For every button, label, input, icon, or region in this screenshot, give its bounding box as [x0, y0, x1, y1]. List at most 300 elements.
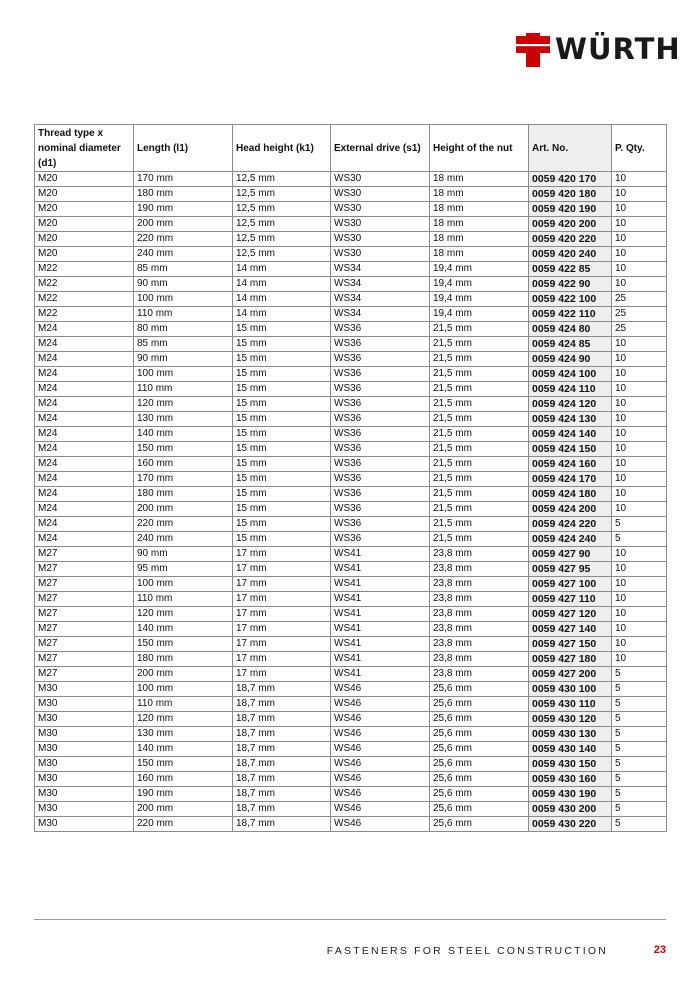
cell-nut-height: 18 mm — [430, 187, 529, 202]
table-row — [35, 622, 667, 637]
cell-pqty: 10 — [612, 337, 667, 352]
cell-nut-height: 23,8 mm — [430, 562, 529, 577]
table-row — [35, 427, 667, 442]
cell-art-no: 0059 427 95 — [529, 562, 612, 577]
cell-head-height: 12,5 mm — [233, 187, 331, 202]
cell-head-height: 12,5 mm — [233, 172, 331, 187]
table-row — [35, 637, 667, 652]
cell-external-drive: WS46 — [331, 712, 430, 727]
cell-head-height: 12,5 mm — [233, 247, 331, 262]
cell-art-no: 0059 424 170 — [529, 472, 612, 487]
table-row — [35, 292, 667, 307]
table-header-row — [35, 125, 667, 172]
cell-nut-height: 19,4 mm — [430, 292, 529, 307]
cell-head-height: 18,7 mm — [233, 727, 331, 742]
cell-head-height: 15 mm — [233, 502, 331, 517]
header-head-height: Head height (k1) — [233, 125, 331, 172]
cell-length: 100 mm — [134, 292, 233, 307]
table-row — [35, 187, 667, 202]
cell-external-drive: WS36 — [331, 442, 430, 457]
cell-external-drive: WS36 — [331, 472, 430, 487]
cell-art-no: 0059 424 130 — [529, 412, 612, 427]
cell-nut-height: 23,8 mm — [430, 667, 529, 682]
table-row — [35, 727, 667, 742]
table-row — [35, 262, 667, 277]
cell-thread: M20 — [35, 217, 134, 232]
cell-external-drive: WS46 — [331, 817, 430, 832]
cell-thread: M24 — [35, 487, 134, 502]
table-row — [35, 202, 667, 217]
cell-head-height: 15 mm — [233, 352, 331, 367]
cell-art-no: 0059 424 140 — [529, 427, 612, 442]
cell-thread: M24 — [35, 352, 134, 367]
table-row — [35, 802, 667, 817]
cell-external-drive: WS30 — [331, 217, 430, 232]
cell-nut-height: 21,5 mm — [430, 382, 529, 397]
cell-nut-height: 21,5 mm — [430, 442, 529, 457]
cell-pqty: 10 — [612, 457, 667, 472]
cell-thread: M30 — [35, 682, 134, 697]
cell-head-height: 15 mm — [233, 382, 331, 397]
table-row — [35, 382, 667, 397]
cell-length: 220 mm — [134, 517, 233, 532]
table-row — [35, 487, 667, 502]
cell-pqty: 10 — [612, 367, 667, 382]
cell-head-height: 17 mm — [233, 577, 331, 592]
cell-head-height: 18,7 mm — [233, 682, 331, 697]
cell-length: 110 mm — [134, 697, 233, 712]
cell-length: 140 mm — [134, 622, 233, 637]
cell-nut-height: 21,5 mm — [430, 487, 529, 502]
cell-pqty: 10 — [612, 487, 667, 502]
cell-external-drive: WS36 — [331, 517, 430, 532]
cell-head-height: 17 mm — [233, 637, 331, 652]
cell-head-height: 14 mm — [233, 307, 331, 322]
table-row — [35, 742, 667, 757]
cell-thread: M27 — [35, 577, 134, 592]
cell-art-no: 0059 427 200 — [529, 667, 612, 682]
cell-length: 200 mm — [134, 502, 233, 517]
cell-head-height: 17 mm — [233, 547, 331, 562]
cell-length: 110 mm — [134, 307, 233, 322]
cell-thread: M24 — [35, 442, 134, 457]
brand-name: WÜRTH — [555, 32, 681, 66]
cell-art-no: 0059 430 190 — [529, 787, 612, 802]
cell-pqty: 10 — [612, 277, 667, 292]
cell-thread: M24 — [35, 337, 134, 352]
cell-thread: M24 — [35, 367, 134, 382]
cell-length: 150 mm — [134, 637, 233, 652]
cell-pqty: 10 — [612, 547, 667, 562]
cell-nut-height: 21,5 mm — [430, 457, 529, 472]
cell-pqty: 10 — [612, 607, 667, 622]
cell-pqty: 5 — [612, 802, 667, 817]
cell-external-drive: WS36 — [331, 532, 430, 547]
cell-thread: M30 — [35, 772, 134, 787]
cell-pqty: 5 — [612, 667, 667, 682]
cell-external-drive: WS46 — [331, 727, 430, 742]
cell-head-height: 15 mm — [233, 472, 331, 487]
cell-external-drive: WS41 — [331, 622, 430, 637]
cell-thread: M20 — [35, 187, 134, 202]
cell-head-height: 18,7 mm — [233, 757, 331, 772]
cell-thread: M22 — [35, 292, 134, 307]
cell-art-no: 0059 424 180 — [529, 487, 612, 502]
cell-art-no: 0059 420 200 — [529, 217, 612, 232]
product-spec-table — [34, 124, 667, 832]
cell-pqty: 10 — [612, 652, 667, 667]
cell-nut-height: 18 mm — [430, 172, 529, 187]
cell-external-drive: WS46 — [331, 742, 430, 757]
cell-external-drive: WS30 — [331, 202, 430, 217]
cell-pqty: 5 — [612, 787, 667, 802]
cell-thread: M27 — [35, 652, 134, 667]
cell-art-no: 0059 430 110 — [529, 697, 612, 712]
cell-nut-height: 25,6 mm — [430, 712, 529, 727]
cell-length: 140 mm — [134, 427, 233, 442]
cell-nut-height: 18 mm — [430, 247, 529, 262]
table-row — [35, 772, 667, 787]
cell-pqty: 10 — [612, 562, 667, 577]
cell-head-height: 14 mm — [233, 292, 331, 307]
table-row — [35, 517, 667, 532]
cell-length: 90 mm — [134, 277, 233, 292]
table-row — [35, 667, 667, 682]
cell-length: 110 mm — [134, 592, 233, 607]
footer-divider — [34, 919, 666, 920]
cell-external-drive: WS41 — [331, 652, 430, 667]
cell-length: 90 mm — [134, 547, 233, 562]
cell-art-no: 0059 430 220 — [529, 817, 612, 832]
cell-external-drive: WS41 — [331, 667, 430, 682]
cell-art-no: 0059 427 120 — [529, 607, 612, 622]
cell-nut-height: 23,8 mm — [430, 652, 529, 667]
cell-pqty: 5 — [612, 697, 667, 712]
cell-art-no: 0059 430 160 — [529, 772, 612, 787]
cell-pqty: 25 — [612, 322, 667, 337]
cell-head-height: 14 mm — [233, 277, 331, 292]
cell-length: 85 mm — [134, 337, 233, 352]
cell-nut-height: 25,6 mm — [430, 742, 529, 757]
cell-head-height: 18,7 mm — [233, 772, 331, 787]
cell-nut-height: 21,5 mm — [430, 322, 529, 337]
cell-thread: M24 — [35, 412, 134, 427]
cell-thread: M24 — [35, 502, 134, 517]
cell-art-no: 0059 424 120 — [529, 397, 612, 412]
cell-pqty: 10 — [612, 232, 667, 247]
cell-nut-height: 21,5 mm — [430, 367, 529, 382]
cell-pqty: 10 — [612, 502, 667, 517]
cell-nut-height: 21,5 mm — [430, 412, 529, 427]
cell-external-drive: WS30 — [331, 172, 430, 187]
cell-art-no: 0059 430 100 — [529, 682, 612, 697]
cell-nut-height: 23,8 mm — [430, 622, 529, 637]
table-row — [35, 682, 667, 697]
cell-thread: M20 — [35, 172, 134, 187]
cell-head-height: 17 mm — [233, 562, 331, 577]
cell-pqty: 10 — [612, 397, 667, 412]
cell-thread: M24 — [35, 322, 134, 337]
cell-pqty: 10 — [612, 412, 667, 427]
table-row — [35, 457, 667, 472]
cell-art-no: 0059 420 170 — [529, 172, 612, 187]
cell-thread: M24 — [35, 397, 134, 412]
cell-external-drive: WS41 — [331, 637, 430, 652]
cell-thread: M24 — [35, 517, 134, 532]
cell-external-drive: WS41 — [331, 577, 430, 592]
cell-external-drive: WS36 — [331, 487, 430, 502]
cell-nut-height: 19,4 mm — [430, 307, 529, 322]
brand-logo — [516, 32, 681, 67]
cell-pqty: 10 — [612, 622, 667, 637]
cell-external-drive: WS36 — [331, 457, 430, 472]
cell-length: 120 mm — [134, 712, 233, 727]
cell-head-height: 12,5 mm — [233, 202, 331, 217]
table-row — [35, 592, 667, 607]
table-row — [35, 502, 667, 517]
cell-art-no: 0059 420 220 — [529, 232, 612, 247]
cell-external-drive: WS34 — [331, 277, 430, 292]
cell-art-no: 0059 424 220 — [529, 517, 612, 532]
cell-external-drive: WS41 — [331, 547, 430, 562]
cell-thread: M27 — [35, 592, 134, 607]
cell-head-height: 14 mm — [233, 262, 331, 277]
cell-thread: M30 — [35, 757, 134, 772]
cell-nut-height: 18 mm — [430, 202, 529, 217]
cell-head-height: 17 mm — [233, 622, 331, 637]
header-thread: Thread type x nominal diameter (d1) — [35, 125, 134, 172]
cell-head-height: 18,7 mm — [233, 697, 331, 712]
cell-head-height: 18,7 mm — [233, 787, 331, 802]
page-number: 23 — [653, 944, 666, 956]
table-row — [35, 607, 667, 622]
cell-external-drive: WS34 — [331, 292, 430, 307]
cell-pqty: 10 — [612, 382, 667, 397]
cell-thread: M27 — [35, 622, 134, 637]
cell-thread: M22 — [35, 307, 134, 322]
cell-length: 100 mm — [134, 682, 233, 697]
cell-length: 200 mm — [134, 217, 233, 232]
cell-external-drive: WS36 — [331, 382, 430, 397]
cell-art-no: 0059 427 90 — [529, 547, 612, 562]
cell-pqty: 25 — [612, 307, 667, 322]
cell-nut-height: 21,5 mm — [430, 502, 529, 517]
table-row — [35, 397, 667, 412]
cell-nut-height: 25,6 mm — [430, 772, 529, 787]
cell-thread: M24 — [35, 457, 134, 472]
cell-nut-height: 23,8 mm — [430, 577, 529, 592]
table-row — [35, 172, 667, 187]
cell-art-no: 0059 424 110 — [529, 382, 612, 397]
cell-pqty: 5 — [612, 727, 667, 742]
cell-length: 200 mm — [134, 802, 233, 817]
cell-length: 120 mm — [134, 397, 233, 412]
cell-art-no: 0059 430 150 — [529, 757, 612, 772]
cell-pqty: 5 — [612, 532, 667, 547]
cell-length: 130 mm — [134, 412, 233, 427]
cell-head-height: 15 mm — [233, 367, 331, 382]
cell-external-drive: WS46 — [331, 697, 430, 712]
cell-length: 220 mm — [134, 232, 233, 247]
cell-length: 130 mm — [134, 727, 233, 742]
header-pqty: P. Qty. — [612, 125, 667, 172]
cell-pqty: 10 — [612, 592, 667, 607]
cell-thread: M20 — [35, 247, 134, 262]
cell-thread: M30 — [35, 802, 134, 817]
table-row — [35, 337, 667, 352]
cell-length: 240 mm — [134, 247, 233, 262]
cell-art-no: 0059 424 100 — [529, 367, 612, 382]
cell-length: 80 mm — [134, 322, 233, 337]
cell-thread: M20 — [35, 202, 134, 217]
cell-art-no: 0059 422 110 — [529, 307, 612, 322]
cell-external-drive: WS46 — [331, 787, 430, 802]
table-row — [35, 352, 667, 367]
cell-art-no: 0059 427 110 — [529, 592, 612, 607]
cell-length: 160 mm — [134, 457, 233, 472]
cell-thread: M30 — [35, 712, 134, 727]
footer-section-title: FASTENERS FOR STEEL CONSTRUCTION — [326, 945, 608, 957]
cell-art-no: 0059 422 90 — [529, 277, 612, 292]
table-row — [35, 247, 667, 262]
cell-pqty: 5 — [612, 517, 667, 532]
cell-head-height: 17 mm — [233, 667, 331, 682]
cell-pqty: 10 — [612, 262, 667, 277]
cell-nut-height: 25,6 mm — [430, 787, 529, 802]
cell-thread: M30 — [35, 817, 134, 832]
cell-art-no: 0059 420 190 — [529, 202, 612, 217]
table-row — [35, 472, 667, 487]
cell-pqty: 10 — [612, 637, 667, 652]
cell-art-no: 0059 424 240 — [529, 532, 612, 547]
cell-external-drive: WS34 — [331, 307, 430, 322]
cell-thread: M30 — [35, 742, 134, 757]
cell-head-height: 12,5 mm — [233, 217, 331, 232]
table-row — [35, 757, 667, 772]
cell-head-height: 15 mm — [233, 427, 331, 442]
cell-nut-height: 21,5 mm — [430, 352, 529, 367]
cell-external-drive: WS36 — [331, 427, 430, 442]
cell-art-no: 0059 430 140 — [529, 742, 612, 757]
cell-thread: M24 — [35, 472, 134, 487]
cell-pqty: 5 — [612, 712, 667, 727]
cell-thread: M27 — [35, 667, 134, 682]
cell-nut-height: 19,4 mm — [430, 277, 529, 292]
cell-external-drive: WS30 — [331, 247, 430, 262]
cell-head-height: 17 mm — [233, 607, 331, 622]
cell-external-drive: WS41 — [331, 607, 430, 622]
cell-external-drive: WS36 — [331, 412, 430, 427]
cell-head-height: 18,7 mm — [233, 712, 331, 727]
cell-length: 100 mm — [134, 367, 233, 382]
cell-thread: M27 — [35, 607, 134, 622]
cell-pqty: 5 — [612, 757, 667, 772]
table-row — [35, 532, 667, 547]
cell-external-drive: WS36 — [331, 352, 430, 367]
cell-head-height: 15 mm — [233, 517, 331, 532]
table-row — [35, 787, 667, 802]
cell-length: 170 mm — [134, 472, 233, 487]
cell-pqty: 10 — [612, 202, 667, 217]
cell-art-no: 0059 424 85 — [529, 337, 612, 352]
cell-pqty: 10 — [612, 247, 667, 262]
cell-art-no: 0059 420 180 — [529, 187, 612, 202]
cell-external-drive: WS46 — [331, 757, 430, 772]
cell-head-height: 15 mm — [233, 442, 331, 457]
cell-length: 120 mm — [134, 607, 233, 622]
cell-head-height: 15 mm — [233, 412, 331, 427]
cell-external-drive: WS46 — [331, 802, 430, 817]
header-external-drive: External drive (s1) — [331, 125, 430, 172]
cell-thread: M30 — [35, 787, 134, 802]
header-nut-height: Height of the nut — [430, 125, 529, 172]
cell-external-drive: WS41 — [331, 592, 430, 607]
table-row — [35, 697, 667, 712]
cell-head-height: 15 mm — [233, 532, 331, 547]
cell-nut-height: 21,5 mm — [430, 337, 529, 352]
cell-art-no: 0059 424 160 — [529, 457, 612, 472]
cell-length: 170 mm — [134, 172, 233, 187]
cell-pqty: 5 — [612, 682, 667, 697]
cell-thread: M27 — [35, 562, 134, 577]
cell-head-height: 12,5 mm — [233, 232, 331, 247]
cell-external-drive: WS46 — [331, 682, 430, 697]
cell-external-drive: WS36 — [331, 502, 430, 517]
cell-pqty: 10 — [612, 217, 667, 232]
cell-head-height: 15 mm — [233, 397, 331, 412]
cell-art-no: 0059 424 90 — [529, 352, 612, 367]
cell-external-drive: WS36 — [331, 397, 430, 412]
table-row — [35, 817, 667, 832]
cell-head-height: 18,7 mm — [233, 742, 331, 757]
cell-thread: M27 — [35, 547, 134, 562]
cell-head-height: 15 mm — [233, 457, 331, 472]
cell-nut-height: 19,4 mm — [430, 262, 529, 277]
cell-nut-height: 21,5 mm — [430, 532, 529, 547]
cell-thread: M20 — [35, 232, 134, 247]
table-row — [35, 322, 667, 337]
cell-pqty: 5 — [612, 817, 667, 832]
cell-pqty: 10 — [612, 577, 667, 592]
cell-length: 90 mm — [134, 352, 233, 367]
wurth-logo-icon — [516, 33, 550, 67]
cell-art-no: 0059 424 200 — [529, 502, 612, 517]
cell-external-drive: WS34 — [331, 262, 430, 277]
cell-art-no: 0059 427 140 — [529, 622, 612, 637]
cell-thread: M27 — [35, 637, 134, 652]
cell-nut-height: 25,6 mm — [430, 697, 529, 712]
cell-length: 150 mm — [134, 757, 233, 772]
cell-nut-height: 23,8 mm — [430, 607, 529, 622]
cell-thread: M24 — [35, 382, 134, 397]
cell-nut-height: 23,8 mm — [430, 592, 529, 607]
cell-head-height: 15 mm — [233, 337, 331, 352]
cell-nut-height: 25,6 mm — [430, 727, 529, 742]
cell-art-no: 0059 427 150 — [529, 637, 612, 652]
cell-length: 100 mm — [134, 577, 233, 592]
table-row — [35, 712, 667, 727]
cell-nut-height: 25,6 mm — [430, 817, 529, 832]
table-row — [35, 232, 667, 247]
cell-length: 150 mm — [134, 442, 233, 457]
cell-nut-height: 21,5 mm — [430, 427, 529, 442]
cell-pqty: 5 — [612, 742, 667, 757]
cell-head-height: 17 mm — [233, 592, 331, 607]
cell-thread: M22 — [35, 262, 134, 277]
cell-length: 110 mm — [134, 382, 233, 397]
cell-thread: M30 — [35, 727, 134, 742]
cell-length: 190 mm — [134, 787, 233, 802]
